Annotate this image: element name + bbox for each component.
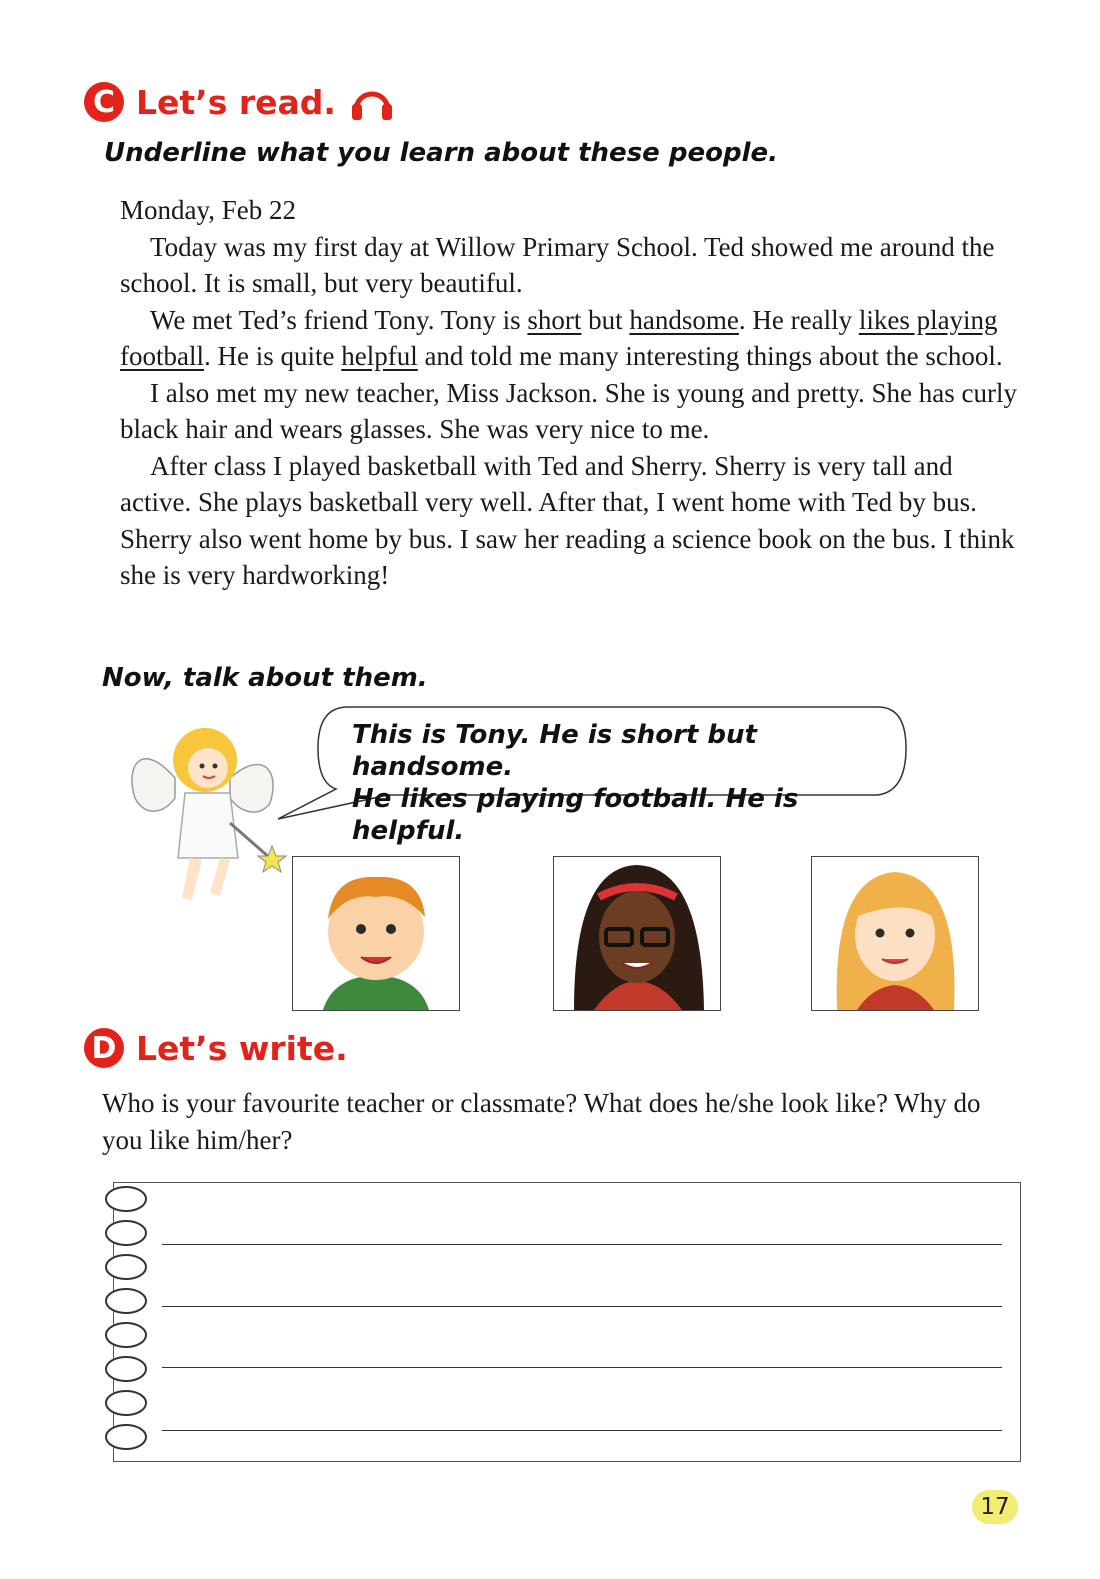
picture-sherry xyxy=(811,856,979,1011)
headphones-icon xyxy=(348,80,396,124)
speech-bubble xyxy=(278,703,918,846)
writing-line[interactable] xyxy=(162,1244,1002,1245)
section-c-header xyxy=(84,80,396,124)
diary-paragraph-4: After class I played basketball with Ted and Sherry. Sherry is very tall and active. She plays basketball very well. After that, I went home with Ted by bus. Sherry also went home by bus. I saw her reading a science book on the bus. I think she is very hardworking! xyxy=(120,450,1015,590)
text-run: . He is quite xyxy=(203,341,342,371)
page-number: 17 xyxy=(972,1490,1018,1524)
talk-instruction: Now, talk about them. xyxy=(102,663,428,693)
diary-paragraph-2 xyxy=(120,302,1020,375)
picture-miss-jackson xyxy=(553,856,721,1011)
spiral-rings-icon xyxy=(100,1185,156,1455)
diary-paragraph-1: Today was my first day at Willow Primary School. Ted showed me around the school. It is small, but very beautiful. xyxy=(120,231,995,298)
speech-bubble-text xyxy=(352,719,918,847)
section-c-badge: C xyxy=(84,82,124,122)
writing-line[interactable] xyxy=(162,1306,1002,1307)
section-c-title: Let’s read. xyxy=(136,82,336,122)
diary-paragraph-3: I also met my new teacher, Miss Jackson. She is young and pretty. She has curly black hair and wears glasses. She was very nice to me. xyxy=(120,377,1017,444)
diary-date: Monday, Feb 22 xyxy=(120,195,296,225)
section-d-badge: D xyxy=(84,1028,124,1068)
section-d-header xyxy=(84,1028,348,1068)
writing-line[interactable] xyxy=(162,1430,1002,1431)
text-run: and told me many interesting things about the school. xyxy=(417,341,1003,371)
writing-line[interactable] xyxy=(162,1367,1002,1368)
underlined-phrase: likes playing football xyxy=(120,304,998,371)
section-d-title: Let’s write. xyxy=(136,1028,348,1068)
text-run: but xyxy=(581,304,630,335)
underlined-word: short xyxy=(527,304,582,335)
read-instruction: Underline what you learn about these people. xyxy=(104,138,778,168)
picture-tony xyxy=(292,856,460,1011)
speech-line-1: This is Tony. He is short but handsome. xyxy=(352,720,757,782)
text-run: We met Ted’s friend Tony. Tony is xyxy=(150,304,528,335)
write-prompt: Who is your favourite teacher or classmate? What does he/she look like? Why do you like him/her? xyxy=(102,1088,981,1155)
text-run: . He really xyxy=(738,304,859,335)
writing-notebook xyxy=(113,1182,1021,1462)
angel-illustration xyxy=(120,718,290,918)
diary-text xyxy=(120,192,1020,594)
underlined-word: helpful xyxy=(341,341,418,371)
speech-line-2: He likes playing football. He is helpful. xyxy=(352,784,799,846)
underlined-word: handsome xyxy=(629,304,739,335)
